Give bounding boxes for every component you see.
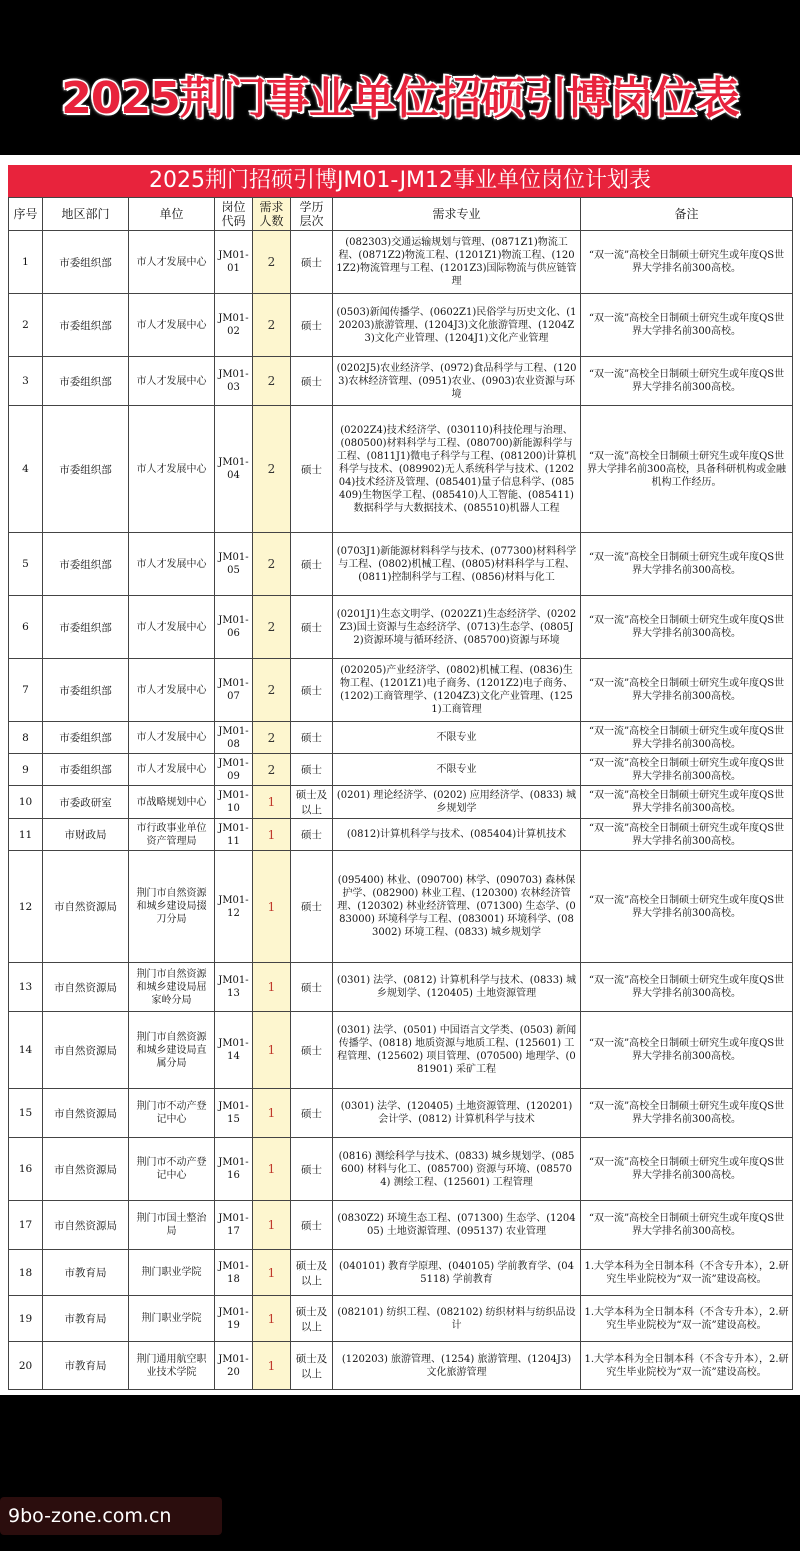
cell-unit: 荆门市自然资源和城乡建设局掇刀分局 bbox=[129, 851, 215, 963]
cell-edu: 硕士及以上 bbox=[291, 1342, 333, 1390]
cell-code: JM01-07 bbox=[215, 659, 253, 722]
cell-edu: 硕士 bbox=[291, 963, 333, 1012]
cell-major: (0703J1)新能源材料科学与技术、(077300)材料科学与工程、(0802)机械工程、(0805)材料科学与工程、(0811)控制科学与工程、(0856)材料与化工 bbox=[333, 533, 581, 596]
cell-major: (0202J5)农业经济学、(0972)食品科学与工程、(1203)农林经济管理、(0951)农业、(0903)农业资源与环境 bbox=[333, 357, 581, 406]
cell-edu: 硕士 bbox=[291, 533, 333, 596]
cell-dept: 市委组织部 bbox=[43, 231, 129, 294]
cell-seq: 17 bbox=[9, 1201, 43, 1250]
table-row bbox=[9, 1089, 793, 1138]
cell-major: 不限专业 bbox=[333, 722, 581, 754]
cell-edu: 硕士 bbox=[291, 659, 333, 722]
cell-note: “双一流”高校全日制硕士研究生或年度QS世界大学排名前300高校。 bbox=[581, 1012, 793, 1089]
cell-dept: 市自然资源局 bbox=[43, 1138, 129, 1201]
cell-unit: 市人才发展中心 bbox=[129, 406, 215, 533]
cell-major: (0301) 法学、(0501) 中国语言文学类、(0503) 新闻传播学、(0818) 地质资源与地质工程、(125601) 工程管理、(125602) 项目管理、(070500) 地理学、(081901) 采矿工程 bbox=[333, 1012, 581, 1089]
cell-note: “双一流”高校全日制硕士研究生或年度QS世界大学排名前300高校。 bbox=[581, 851, 793, 963]
cell-need: 1 bbox=[253, 1296, 291, 1342]
cell-note: “双一流”高校全日制硕士研究生或年度QS世界大学排名前300高校。 bbox=[581, 819, 793, 851]
cell-unit: 荆门市自然资源和城乡建设局直属分局 bbox=[129, 1012, 215, 1089]
cell-seq: 19 bbox=[9, 1296, 43, 1342]
cell-unit: 荆门市不动产登记中心 bbox=[129, 1138, 215, 1201]
cell-major: (095400) 林业、(090700) 林学、(090703) 森林保护学、(082900) 林业工程、(120300) 农林经济管理、(120302) 林业经济管理、(071300) 生态学、(083000) 环境科学与工程、(083001) 环境科学、(083002) 环境工程、(0833) 城乡规划学 bbox=[333, 851, 581, 963]
cell-edu: 硕士 bbox=[291, 406, 333, 533]
cell-note: “双一流”高校全日制硕士研究生或年度QS世界大学排名前300高校。 bbox=[581, 533, 793, 596]
cell-need: 1 bbox=[253, 1201, 291, 1250]
cell-edu: 硕士 bbox=[291, 1012, 333, 1089]
cell-note: “双一流”高校全日制硕士研究生或年度QS世界大学排名前300高校。 bbox=[581, 1138, 793, 1201]
cell-major: (082303)交通运输规划与管理、(0871Z1)物流工程、(0871Z2)物流工程、(1201Z1)物流工程、(1201Z2)物流管理与工程、(1201Z3)国际物流与供应链管理 bbox=[333, 231, 581, 294]
cell-edu: 硕士 bbox=[291, 1138, 333, 1201]
cell-seq: 18 bbox=[9, 1250, 43, 1296]
cell-seq: 16 bbox=[9, 1138, 43, 1201]
cell-dept: 市委组织部 bbox=[43, 294, 129, 357]
position-plan-table bbox=[8, 197, 793, 1390]
cell-unit: 市战略规划中心 bbox=[129, 786, 215, 819]
table-row bbox=[9, 786, 793, 819]
cell-need: 2 bbox=[253, 406, 291, 533]
table-row bbox=[9, 231, 793, 294]
header-seq: 序号 bbox=[9, 198, 43, 231]
cell-seq: 9 bbox=[9, 754, 43, 786]
cell-need: 2 bbox=[253, 231, 291, 294]
cell-edu: 硕士 bbox=[291, 754, 333, 786]
cell-need: 2 bbox=[253, 596, 291, 659]
table-row bbox=[9, 357, 793, 406]
cell-note: 1.大学本科为全日制本科（不含专升本），2.研究生毕业院校为“双一流”建设高校。 bbox=[581, 1342, 793, 1390]
cell-major: (0503)新闻传播学、(0602Z1)民俗学与历史文化、(120203)旅游管理、(1204J3)文化旅游管理、(1204Z3)文化产业管理、(1204J1)文化产业管理 bbox=[333, 294, 581, 357]
cell-code: JM01-13 bbox=[215, 963, 253, 1012]
cell-unit: 市行政事业单位资产管理局 bbox=[129, 819, 215, 851]
table-row bbox=[9, 1342, 793, 1390]
table-row bbox=[9, 819, 793, 851]
header-dept: 地区部门 bbox=[43, 198, 129, 231]
cell-seq: 8 bbox=[9, 722, 43, 754]
cell-note: “双一流”高校全日制硕士研究生或年度QS世界大学排名前300高校。 bbox=[581, 963, 793, 1012]
cell-note: “双一流”高校全日制硕士研究生或年度QS世界大学排名前300高校。 bbox=[581, 722, 793, 754]
cell-dept: 市财政局 bbox=[43, 819, 129, 851]
cell-dept: 市教育局 bbox=[43, 1342, 129, 1390]
cell-major: (0301) 法学、(120405) 土地资源管理、(120201) 会计学、(0812) 计算机科学与技术 bbox=[333, 1089, 581, 1138]
banner-title: 2025荆门事业单位招硕引博岗位表 bbox=[61, 73, 739, 124]
cell-major: (0812)计算机科学与技术、(085404)计算机技术 bbox=[333, 819, 581, 851]
cell-edu: 硕士及以上 bbox=[291, 1296, 333, 1342]
cell-dept: 市自然资源局 bbox=[43, 1012, 129, 1089]
cell-dept: 市自然资源局 bbox=[43, 1089, 129, 1138]
cell-dept: 市教育局 bbox=[43, 1250, 129, 1296]
cell-seq: 1 bbox=[9, 231, 43, 294]
cell-code: JM01-20 bbox=[215, 1342, 253, 1390]
cell-code: JM01-14 bbox=[215, 1012, 253, 1089]
cell-note: “双一流”高校全日制硕士研究生或年度QS世界大学排名前300高校。 bbox=[581, 754, 793, 786]
cell-seq: 12 bbox=[9, 851, 43, 963]
cell-code: JM01-01 bbox=[215, 231, 253, 294]
header-note: 备注 bbox=[581, 198, 793, 231]
cell-dept: 市教育局 bbox=[43, 1296, 129, 1342]
cell-dept: 市自然资源局 bbox=[43, 1201, 129, 1250]
cell-dept: 市委组织部 bbox=[43, 533, 129, 596]
header-major: 需求专业 bbox=[333, 198, 581, 231]
watermark: 9bo-zone.com.cn bbox=[0, 1497, 222, 1535]
cell-major: (020205)产业经济学、(0802)机械工程、(0836)生物工程、(1201Z1)电子商务、(1201Z2)电子商务、(1202)工商管理学、(1204Z3)文化产业管理、(1251)工商管理 bbox=[333, 659, 581, 722]
table-body bbox=[9, 231, 793, 1390]
cell-need: 1 bbox=[253, 851, 291, 963]
cell-code: JM01-02 bbox=[215, 294, 253, 357]
cell-code: JM01-18 bbox=[215, 1250, 253, 1296]
cell-note: 1.大学本科为全日制本科（不含专升本），2.研究生毕业院校为“双一流”建设高校。 bbox=[581, 1250, 793, 1296]
cell-seq: 15 bbox=[9, 1089, 43, 1138]
cell-seq: 20 bbox=[9, 1342, 43, 1390]
cell-dept: 市委组织部 bbox=[43, 357, 129, 406]
cell-unit: 荆门职业学院 bbox=[129, 1250, 215, 1296]
cell-unit: 市人才发展中心 bbox=[129, 294, 215, 357]
table-row bbox=[9, 754, 793, 786]
table-row bbox=[9, 294, 793, 357]
cell-major: (0816) 测绘科学与技术、(0833) 城乡规划学、(085600) 材料与化工、(085700) 资源与环境、(085704) 测绘工程、(125601) 工程管理 bbox=[333, 1138, 581, 1201]
cell-dept: 市委组织部 bbox=[43, 596, 129, 659]
cell-unit: 市人才发展中心 bbox=[129, 533, 215, 596]
cell-unit: 市人才发展中心 bbox=[129, 659, 215, 722]
cell-dept: 市自然资源局 bbox=[43, 851, 129, 963]
cell-unit: 荆门市国土整治局 bbox=[129, 1201, 215, 1250]
cell-code: JM01-10 bbox=[215, 786, 253, 819]
cell-major: (120203) 旅游管理、(1254) 旅游管理、(1204J3) 文化旅游管理 bbox=[333, 1342, 581, 1390]
cell-seq: 5 bbox=[9, 533, 43, 596]
cell-note: “双一流”高校全日制硕士研究生或年度QS世界大学排名前300高校。 bbox=[581, 1201, 793, 1250]
cell-code: JM01-03 bbox=[215, 357, 253, 406]
cell-need: 2 bbox=[253, 722, 291, 754]
cell-code: JM01-04 bbox=[215, 406, 253, 533]
cell-need: 2 bbox=[253, 357, 291, 406]
table-row bbox=[9, 963, 793, 1012]
cell-need: 1 bbox=[253, 1342, 291, 1390]
cell-code: JM01-05 bbox=[215, 533, 253, 596]
cell-unit: 荆门市不动产登记中心 bbox=[129, 1089, 215, 1138]
cell-major: 不限专业 bbox=[333, 754, 581, 786]
table-row bbox=[9, 851, 793, 963]
cell-unit: 市人才发展中心 bbox=[129, 357, 215, 406]
cell-dept: 市委组织部 bbox=[43, 406, 129, 533]
cell-code: JM01-16 bbox=[215, 1138, 253, 1201]
table-row bbox=[9, 659, 793, 722]
cell-major: (0201J1)生态文明学、(0202Z1)生态经济学、(0202Z3)国土资源与生态经济学、(0713)生态学、(0805J2)资源环境与循环经济、(085700)资源与环境 bbox=[333, 596, 581, 659]
cell-need: 2 bbox=[253, 659, 291, 722]
header-unit: 单位 bbox=[129, 198, 215, 231]
table-row bbox=[9, 1250, 793, 1296]
cell-major: (0301) 法学、(0812) 计算机科学与技术、(0833) 城乡规划学、(120405) 土地资源管理 bbox=[333, 963, 581, 1012]
cell-need: 1 bbox=[253, 1138, 291, 1201]
table-row bbox=[9, 722, 793, 754]
cell-note: 1.大学本科为全日制本科（不含专升本），2.研究生毕业院校为“双一流”建设高校。 bbox=[581, 1296, 793, 1342]
cell-dept: 市自然资源局 bbox=[43, 963, 129, 1012]
cell-seq: 3 bbox=[9, 357, 43, 406]
cell-seq: 13 bbox=[9, 963, 43, 1012]
cell-edu: 硕士 bbox=[291, 722, 333, 754]
cell-edu: 硕士 bbox=[291, 819, 333, 851]
document-sheet bbox=[0, 155, 800, 1395]
cell-need: 1 bbox=[253, 1012, 291, 1089]
table-row bbox=[9, 1296, 793, 1342]
header-edu: 学历层次 bbox=[291, 198, 333, 231]
cell-code: JM01-15 bbox=[215, 1089, 253, 1138]
cell-note: “双一流”高校全日制硕士研究生或年度QS世界大学排名前300高校。 bbox=[581, 357, 793, 406]
table-row bbox=[9, 1012, 793, 1089]
cell-seq: 7 bbox=[9, 659, 43, 722]
cell-seq: 4 bbox=[9, 406, 43, 533]
cell-dept: 市委组织部 bbox=[43, 754, 129, 786]
cell-note: “双一流”高校全日制硕士研究生或年度QS世界大学排名前300高校。 bbox=[581, 659, 793, 722]
cell-unit: 荆门职业学院 bbox=[129, 1296, 215, 1342]
cell-edu: 硕士 bbox=[291, 294, 333, 357]
cell-major: (040101) 教育学原理、(040105) 学前教育学、(045118) 学前教育 bbox=[333, 1250, 581, 1296]
table-header-row bbox=[9, 198, 793, 231]
cell-seq: 2 bbox=[9, 294, 43, 357]
cell-code: JM01-11 bbox=[215, 819, 253, 851]
cell-note: “双一流”高校全日制硕士研究生或年度QS世界大学排名前300高校。 bbox=[581, 231, 793, 294]
table-row bbox=[9, 1138, 793, 1201]
cell-major: (0830Z2) 环境生态工程、(071300) 生态学、(120405) 土地资源管理、(095137) 农业管理 bbox=[333, 1201, 581, 1250]
cell-need: 2 bbox=[253, 754, 291, 786]
cell-edu: 硕士及以上 bbox=[291, 786, 333, 819]
cell-seq: 6 bbox=[9, 596, 43, 659]
cell-unit: 荆门通用航空职业技术学院 bbox=[129, 1342, 215, 1390]
header-need: 需求人数 bbox=[253, 198, 291, 231]
cell-need: 1 bbox=[253, 963, 291, 1012]
cell-dept: 市委政研室 bbox=[43, 786, 129, 819]
cell-seq: 10 bbox=[9, 786, 43, 819]
table-row bbox=[9, 1201, 793, 1250]
table-title: 2025荆门招硕引博JM01-JM12事业单位岗位计划表 bbox=[8, 165, 792, 197]
cell-edu: 硕士 bbox=[291, 1201, 333, 1250]
cell-unit: 荆门市自然资源和城乡建设局屈家岭分局 bbox=[129, 963, 215, 1012]
table-row bbox=[9, 533, 793, 596]
cell-need: 1 bbox=[253, 786, 291, 819]
cell-major: (0202Z4)技术经济学、(030110)科技伦理与治理、(080500)材料科学与工程、(080700)新能源科学与工程、(0811J1)微电子科学与工程、(081200)计算机科学与技术、(089902)无人系统科学与技术、(120204)技术经济及管理、(085401)量子信息科学、(085409)生物医学工程、(085410)人工智能、(085411)数据科学与大数据技术、(085510)机器人工程 bbox=[333, 406, 581, 533]
cell-seq: 14 bbox=[9, 1012, 43, 1089]
cell-code: JM01-06 bbox=[215, 596, 253, 659]
cell-code: JM01-12 bbox=[215, 851, 253, 963]
cell-edu: 硕士 bbox=[291, 851, 333, 963]
cell-edu: 硕士 bbox=[291, 231, 333, 294]
cell-note: “双一流”高校全日制硕士研究生或年度QS世界大学排名前300高校。 bbox=[581, 1089, 793, 1138]
cell-code: JM01-08 bbox=[215, 722, 253, 754]
cell-dept: 市委组织部 bbox=[43, 659, 129, 722]
cell-note: “双一流”高校全日制硕士研究生或年度QS世界大学排名前300高校。 bbox=[581, 294, 793, 357]
cell-edu: 硕士 bbox=[291, 357, 333, 406]
cell-need: 2 bbox=[253, 294, 291, 357]
cell-unit: 市人才发展中心 bbox=[129, 231, 215, 294]
cell-dept: 市委组织部 bbox=[43, 722, 129, 754]
cell-need: 1 bbox=[253, 1250, 291, 1296]
cell-unit: 市人才发展中心 bbox=[129, 754, 215, 786]
cell-code: JM01-19 bbox=[215, 1296, 253, 1342]
cell-need: 1 bbox=[253, 819, 291, 851]
cell-note: “双一流”高校全日制硕士研究生或年度QS世界大学排名前300高校。 bbox=[581, 786, 793, 819]
cell-unit: 市人才发展中心 bbox=[129, 596, 215, 659]
cell-edu: 硕士及以上 bbox=[291, 1250, 333, 1296]
cell-code: JM01-17 bbox=[215, 1201, 253, 1250]
cell-edu: 硕士 bbox=[291, 596, 333, 659]
table-row bbox=[9, 406, 793, 533]
cell-unit: 市人才发展中心 bbox=[129, 722, 215, 754]
table-row bbox=[9, 596, 793, 659]
cell-note: “双一流”高校全日制硕士研究生或年度QS世界大学排名前300高校。 bbox=[581, 596, 793, 659]
top-black-band bbox=[0, 0, 800, 155]
cell-seq: 11 bbox=[9, 819, 43, 851]
cell-need: 1 bbox=[253, 1089, 291, 1138]
cell-edu: 硕士 bbox=[291, 1089, 333, 1138]
cell-code: JM01-09 bbox=[215, 754, 253, 786]
cell-major: (0201) 理论经济学、(0202) 应用经济学、(0833) 城乡规划学 bbox=[333, 786, 581, 819]
cell-need: 2 bbox=[253, 533, 291, 596]
cell-major: (082101) 纺织工程、(082102) 纺织材料与纺织品设计 bbox=[333, 1296, 581, 1342]
header-code: 岗位代码 bbox=[215, 198, 253, 231]
cell-note: “双一流”高校全日制硕士研究生或年度QS世界大学排名前300高校，具备科研机构或金融机构工作经历。 bbox=[581, 406, 793, 533]
